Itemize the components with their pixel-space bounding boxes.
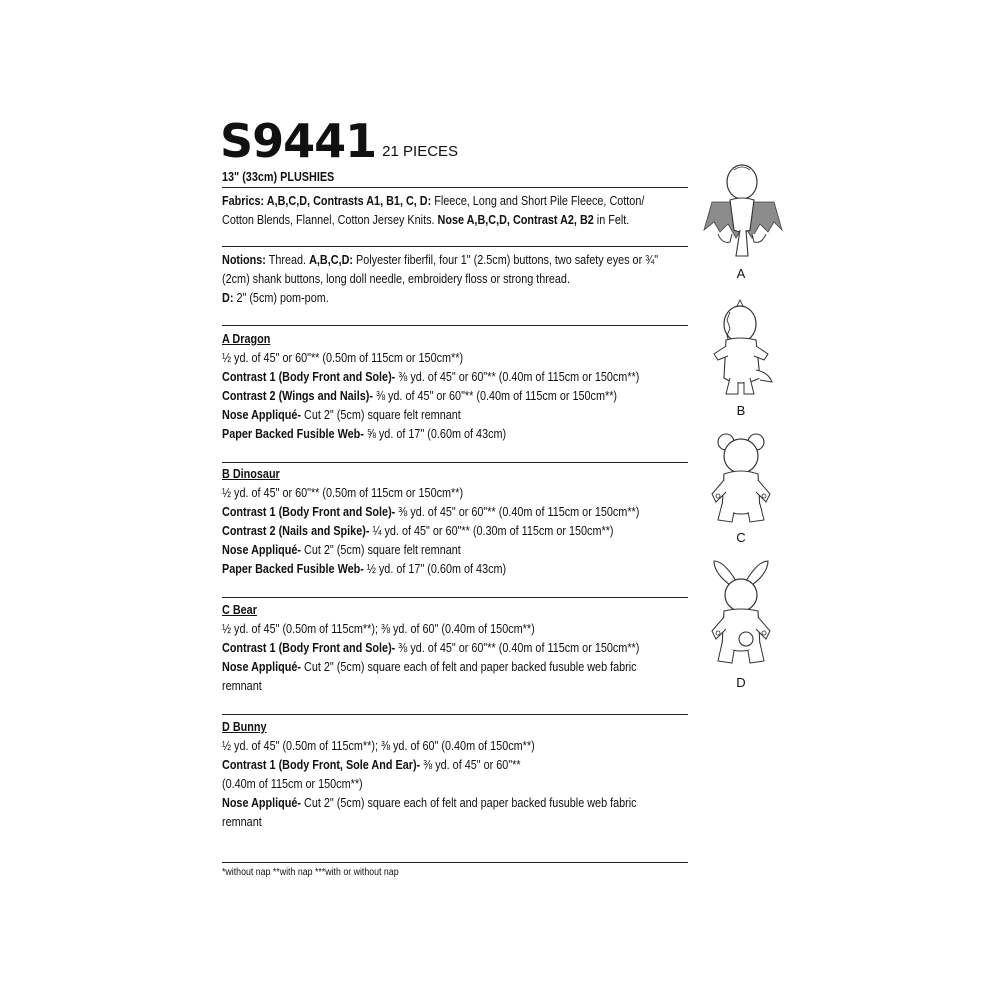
notions-label: Notions: [222,253,266,267]
divider [222,246,688,247]
yardage-line: Nose Appliqué- Cut 2" (5cm) square felt remnant [222,543,461,557]
yardage-line: Contrast 1 (Body Front and Sole)- ⅜ yd. of 45" or 60"** (0.40m of 115cm or 150cm**) [222,370,640,384]
bear-figure [700,430,785,530]
yardage-line: Contrast 2 (Nails and Spike)- ¼ yd. of 45" or 60"** (0.30m of 115cm or 150cm**) [222,524,614,538]
fabrics-text: Cotton Blends, Flannel, Cotton Jersey Knits. [222,213,438,227]
divider [222,597,688,598]
notions-text: Thread. [265,253,310,267]
yardage-line: ½ yd. of 45" (0.50m of 115cm**); ⅜ yd. of 60" (0.40m of 150cm**) [222,622,535,636]
notions-views: A,B,C,D: [309,253,354,267]
yardage-line: Paper Backed Fusible Web- ⅝ yd. of 17" (0.60m of 43cm) [222,427,507,441]
fabrics-text: in Felt. [593,213,630,227]
yardage-line: Contrast 1 (Body Front and Sole)- ⅜ yd. of 45" or 60"** (0.40m of 115cm or 150cm**) [222,641,640,655]
figure-label-b: B [736,403,746,418]
view-a-block [222,330,691,444]
piece-count: 21 PIECES [382,143,459,160]
divider [222,462,688,463]
view-title: A Dragon [222,332,271,346]
yardage-line: remnant [222,679,262,693]
yardage-line: (0.40m of 115cm or 150cm**) [222,777,363,791]
yardage-line: Nose Appliqué- Cut 2" (5cm) square each of felt and paper backed fusuble web fabric [222,796,637,810]
notions-text: Polyester fiberfil, four 1" (2.5cm) buttons, two safety eyes or ¾" [353,253,659,267]
yardage-line: ½ yd. of 45" (0.50m of 115cm**); ⅜ yd. of 60" (0.40m of 150cm**) [222,739,535,753]
fabrics-block [222,192,691,230]
yardage-line: Nose Appliqué- Cut 2" (5cm) square each of felt and paper backed fusuble web fabric [222,660,637,674]
yardage-line: Contrast 2 (Wings and Nails)- ⅜ yd. of 45" or 60"** (0.40m of 115cm or 150cm**) [222,389,618,403]
figure-label-a: A [736,266,746,281]
notions-text: 2" (5cm) pom-pom. [233,291,329,305]
view-c-block [222,601,691,696]
yardage-line: Contrast 1 (Body Front and Sole)- ⅜ yd. of 45" or 60"** (0.40m of 115cm or 150cm**) [222,505,640,519]
header [220,114,459,168]
fabrics-views: A,B,C,D, Contrasts A1, B1, C, D: [264,194,432,208]
yardage-line: remnant [222,815,262,829]
divider [222,325,688,326]
figure-label-d: D [736,675,746,690]
view-b-block [222,465,691,579]
divider [222,714,688,715]
notions-views: D: [222,291,234,305]
footnote: *without nap **with nap ***with or without nap [222,867,399,878]
yardage-line: ½ yd. of 45" or 60"** (0.50m of 115cm or 150cm**) [222,351,464,365]
view-title: B Dinosaur [222,467,280,481]
view-title: D Bunny [222,720,267,734]
fabrics-label: Fabrics: [222,194,265,208]
yardage-line: Nose Appliqué- Cut 2" (5cm) square felt remnant [222,408,461,422]
bunny-figure [700,555,785,675]
fabrics-text: Fleece, Long and Short Pile Fleece, Cotton/ [431,194,645,208]
yardage-line: Paper Backed Fusible Web- ½ yd. of 17" (0.60m of 43cm) [222,562,507,576]
figure-label-c: C [736,530,746,545]
dinosaur-figure [700,296,785,401]
dragon-figure [700,160,785,265]
fabrics-nose: Nose A,B,C,D, Contrast A2, B2 [437,213,594,227]
yardage-line: Contrast 1 (Body Front, Sole And Ear)- ⅜ yd. of 45" or 60"** [222,758,521,772]
view-d-block [222,718,691,832]
notions-text: (2cm) shank buttons, long doll needle, embroidery floss or strong thread. [222,272,570,286]
divider [222,187,688,188]
view-title: C Bear [222,603,257,617]
pattern-number: S9441 [220,114,377,168]
notions-block [222,251,691,308]
divider [222,862,688,863]
size-title: 13" (33cm) PLUSHIES [222,170,335,184]
yardage-line: ½ yd. of 45" or 60"** (0.50m of 115cm or 150cm**) [222,486,464,500]
